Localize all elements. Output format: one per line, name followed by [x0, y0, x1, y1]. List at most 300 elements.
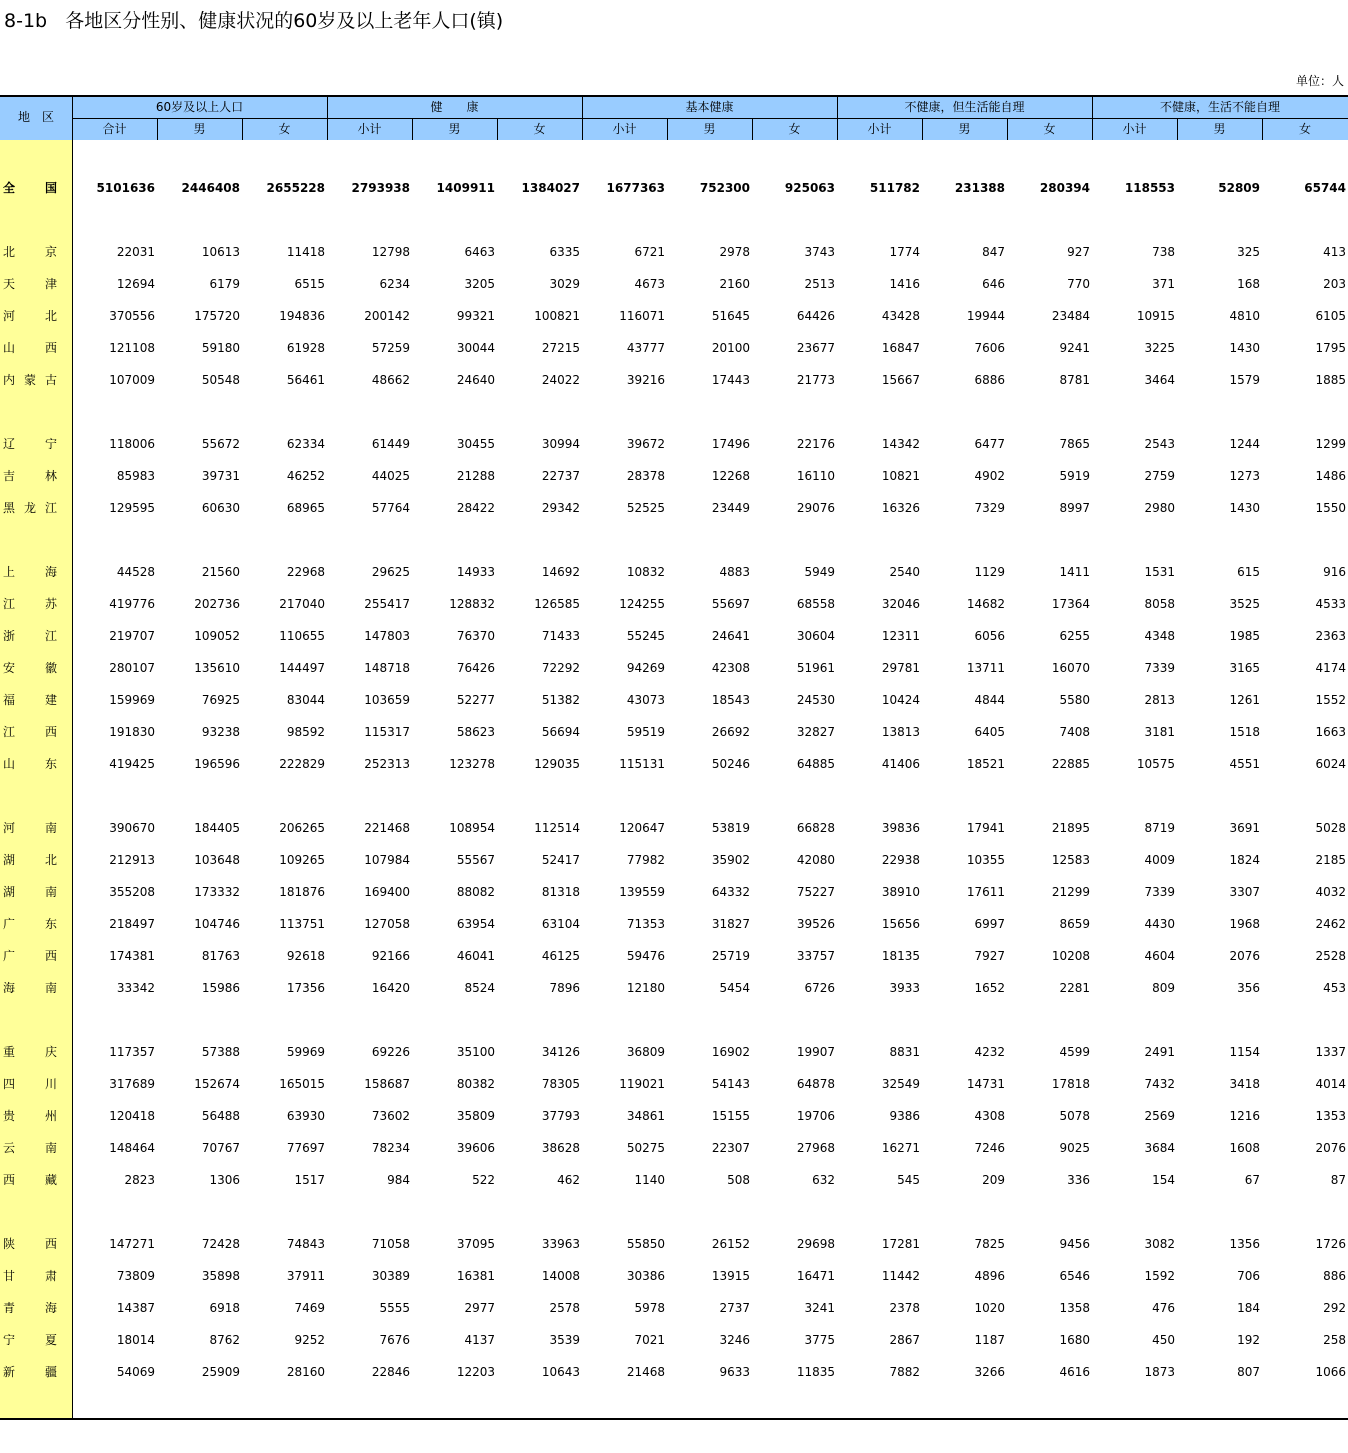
value-cell: 984 [387, 1173, 410, 1187]
value-cell: 706 [1237, 1269, 1260, 1283]
value-cell: 35902 [711, 853, 750, 867]
value-cell: 51961 [796, 661, 835, 675]
region-name: 全 国 [3, 181, 57, 195]
value-cell: 108954 [449, 821, 495, 835]
value-cell: 12694 [116, 277, 155, 291]
value-cell: 2543 [1144, 437, 1175, 451]
value-cell: 2281 [1059, 981, 1090, 995]
value-cell: 29625 [371, 565, 410, 579]
sub-divider [667, 119, 668, 140]
value-cell: 6024 [1315, 757, 1346, 771]
value-cell: 51645 [711, 309, 750, 323]
value-cell: 1020 [974, 1301, 1005, 1315]
value-cell: 50246 [711, 757, 750, 771]
region-name: 广 东 [3, 917, 57, 931]
value-cell: 6997 [974, 917, 1005, 931]
value-cell: 2980 [1144, 501, 1175, 515]
value-cell: 222829 [279, 757, 325, 771]
sub-header: 男 [193, 122, 206, 136]
table-row [0, 1138, 1348, 1158]
value-cell: 1677363 [606, 181, 665, 195]
value-cell: 33757 [796, 949, 835, 963]
value-cell: 19706 [796, 1109, 835, 1123]
sub-divider [242, 119, 243, 140]
value-cell: 292 [1323, 1301, 1346, 1315]
value-cell: 181876 [279, 885, 325, 899]
value-cell: 64878 [796, 1077, 835, 1091]
value-cell: 66828 [796, 821, 835, 835]
table-row [0, 434, 1348, 454]
value-cell: 70767 [201, 1141, 240, 1155]
value-cell: 2823 [124, 1173, 155, 1187]
value-cell: 1985 [1229, 629, 1260, 643]
value-cell: 2578 [549, 1301, 580, 1315]
value-cell: 37911 [286, 1269, 325, 1283]
value-cell: 18014 [116, 1333, 155, 1347]
region-name: 河 北 [3, 309, 57, 323]
value-cell: 2867 [889, 1333, 920, 1347]
value-cell: 2977 [464, 1301, 495, 1315]
region-name: 西 藏 [3, 1173, 57, 1187]
value-cell: 6105 [1315, 309, 1346, 323]
value-cell: 55567 [456, 853, 495, 867]
value-cell: 17364 [1051, 597, 1090, 611]
value-cell: 15667 [881, 373, 920, 387]
value-cell: 4032 [1315, 885, 1346, 899]
value-cell: 56461 [286, 373, 325, 387]
region-name: 安 徽 [3, 661, 57, 675]
table-row [0, 562, 1348, 582]
value-cell: 16847 [881, 341, 920, 355]
value-cell: 1261 [1229, 693, 1260, 707]
value-cell: 2540 [889, 565, 920, 579]
region-name: 云 南 [3, 1141, 57, 1155]
value-cell: 63104 [541, 917, 580, 931]
value-cell: 6255 [1059, 629, 1090, 643]
value-cell: 1579 [1229, 373, 1260, 387]
value-cell: 3684 [1144, 1141, 1175, 1155]
value-cell: 453 [1323, 981, 1346, 995]
unit-label: 单位：人 [1295, 74, 1344, 88]
region-name: 上 海 [3, 565, 57, 579]
value-cell: 113751 [279, 917, 325, 931]
table-header [0, 95, 1348, 140]
value-cell: 30604 [796, 629, 835, 643]
value-cell: 1486 [1315, 469, 1346, 483]
value-cell: 24530 [796, 693, 835, 707]
value-cell: 118553 [1124, 181, 1175, 195]
region-name: 江 西 [3, 725, 57, 739]
value-cell: 545 [897, 1173, 920, 1187]
value-cell: 2185 [1315, 853, 1346, 867]
value-cell: 52809 [1218, 181, 1260, 195]
value-cell: 218497 [109, 917, 155, 931]
value-cell: 2793938 [351, 181, 410, 195]
value-cell: 32046 [881, 597, 920, 611]
region-name: 黑 龙 江 [3, 501, 57, 515]
sub-header: 男 [448, 122, 461, 136]
value-cell: 56488 [201, 1109, 240, 1123]
value-cell: 7882 [889, 1365, 920, 1379]
value-cell: 280107 [109, 661, 155, 675]
value-cell: 148464 [109, 1141, 155, 1155]
value-cell: 62334 [286, 437, 325, 451]
value-cell: 1353 [1315, 1109, 1346, 1123]
sub-header: 男 [703, 122, 716, 136]
value-cell: 68558 [796, 597, 835, 611]
value-cell: 4551 [1229, 757, 1260, 771]
table-row [0, 722, 1348, 742]
value-cell: 1066 [1315, 1365, 1346, 1379]
value-cell: 73602 [371, 1109, 410, 1123]
group-header: 60岁及以上人口 [155, 100, 244, 114]
value-cell: 632 [812, 1173, 835, 1187]
value-cell: 9386 [889, 1109, 920, 1123]
value-cell: 12203 [456, 1365, 495, 1379]
value-cell: 28422 [456, 501, 495, 515]
value-cell: 16471 [796, 1269, 835, 1283]
value-cell: 34861 [626, 1109, 665, 1123]
value-cell: 46252 [286, 469, 325, 483]
value-cell: 25909 [201, 1365, 240, 1379]
value-cell: 61928 [286, 341, 325, 355]
value-cell: 1411 [1059, 565, 1090, 579]
group-header: 健 康 [430, 100, 479, 114]
value-cell: 3933 [889, 981, 920, 995]
value-cell: 75227 [796, 885, 835, 899]
value-cell: 21468 [626, 1365, 665, 1379]
value-cell: 30994 [541, 437, 580, 451]
value-cell: 7408 [1059, 725, 1090, 739]
value-cell: 371 [1152, 277, 1175, 291]
value-cell: 154 [1152, 1173, 1175, 1187]
value-cell: 476 [1152, 1301, 1175, 1315]
value-cell: 87 [1330, 1173, 1346, 1187]
value-cell: 19944 [966, 309, 1005, 323]
value-cell: 147803 [364, 629, 410, 643]
value-cell: 104746 [194, 917, 240, 931]
value-cell: 92166 [371, 949, 410, 963]
region-name: 新 疆 [3, 1365, 57, 1379]
value-cell: 107984 [364, 853, 410, 867]
value-cell: 52417 [541, 853, 580, 867]
value-cell: 4348 [1144, 629, 1175, 643]
sub-divider [1007, 119, 1008, 140]
value-cell: 6546 [1059, 1269, 1090, 1283]
value-cell: 4604 [1144, 949, 1175, 963]
value-cell: 202736 [194, 597, 240, 611]
value-cell: 29781 [881, 661, 920, 675]
value-cell: 522 [472, 1173, 495, 1187]
value-cell: 4014 [1315, 1077, 1346, 1091]
value-cell: 63930 [286, 1109, 325, 1123]
value-cell: 43428 [881, 309, 920, 323]
value-cell: 22031 [116, 245, 155, 259]
value-cell: 17496 [711, 437, 750, 451]
value-cell: 209 [982, 1173, 1005, 1187]
value-cell: 1216 [1229, 1109, 1260, 1123]
page-title: 8-1b 各地区分性别、健康状况的60岁及以上老年人口(镇) [4, 10, 504, 32]
value-cell: 14008 [541, 1269, 580, 1283]
value-cell: 9252 [294, 1333, 325, 1347]
value-cell: 14731 [966, 1077, 1005, 1091]
value-cell: 17443 [711, 373, 750, 387]
value-cell: 646 [982, 277, 1005, 291]
value-cell: 5580 [1059, 693, 1090, 707]
value-cell: 9633 [719, 1365, 750, 1379]
value-cell: 33342 [116, 981, 155, 995]
value-cell: 13711 [966, 661, 1005, 675]
table-row [0, 690, 1348, 710]
value-cell: 26152 [711, 1237, 750, 1251]
value-cell: 52525 [626, 501, 665, 515]
value-cell: 55672 [201, 437, 240, 451]
value-cell: 221468 [364, 821, 410, 835]
value-cell: 1608 [1229, 1141, 1260, 1155]
value-cell: 1552 [1315, 693, 1346, 707]
region-column-background [0, 140, 72, 1419]
value-cell: 32549 [881, 1077, 920, 1091]
value-cell: 85983 [116, 469, 155, 483]
sub-header: 小计 [1122, 122, 1147, 136]
value-cell: 69226 [371, 1045, 410, 1059]
value-cell: 11418 [286, 245, 325, 259]
value-cell: 13915 [711, 1269, 750, 1283]
value-cell: 44528 [116, 565, 155, 579]
region-name: 河 南 [3, 821, 57, 835]
value-cell: 3266 [974, 1365, 1005, 1379]
region-name: 吉 林 [3, 469, 57, 483]
table-row [0, 818, 1348, 838]
value-cell: 88082 [456, 885, 495, 899]
table-row [0, 1266, 1348, 1286]
value-cell: 1726 [1315, 1237, 1346, 1251]
value-cell: 28378 [626, 469, 665, 483]
value-cell: 15656 [881, 917, 920, 931]
value-cell: 1517 [294, 1173, 325, 1187]
value-cell: 17281 [881, 1237, 920, 1251]
value-cell: 255417 [364, 597, 410, 611]
region-name: 海 南 [3, 981, 57, 995]
value-cell: 123278 [449, 757, 495, 771]
table-row [0, 370, 1348, 390]
value-cell: 3181 [1144, 725, 1175, 739]
value-cell: 2160 [719, 277, 750, 291]
value-cell: 76925 [201, 693, 240, 707]
value-cell: 7927 [974, 949, 1005, 963]
value-cell: 12798 [371, 245, 410, 259]
value-cell: 64426 [796, 309, 835, 323]
value-cell: 7246 [974, 1141, 1005, 1155]
value-cell: 738 [1152, 245, 1175, 259]
value-cell: 10424 [881, 693, 920, 707]
value-cell: 3205 [464, 277, 495, 291]
value-cell: 8997 [1059, 501, 1090, 515]
value-cell: 4232 [974, 1045, 1005, 1059]
value-cell: 20100 [711, 341, 750, 355]
value-cell: 13813 [881, 725, 920, 739]
region-name: 宁 夏 [3, 1333, 57, 1347]
value-cell: 25719 [711, 949, 750, 963]
value-cell: 1129 [974, 565, 1005, 579]
region-name: 辽 宁 [3, 437, 57, 451]
value-cell: 129595 [109, 501, 155, 515]
value-cell: 120418 [109, 1109, 155, 1123]
value-cell: 212913 [109, 853, 155, 867]
value-cell: 115131 [619, 757, 665, 771]
value-cell: 14342 [881, 437, 920, 451]
sub-divider [412, 119, 413, 140]
value-cell: 71353 [626, 917, 665, 931]
value-cell: 7339 [1144, 661, 1175, 675]
value-cell: 325 [1237, 245, 1260, 259]
value-cell: 121108 [109, 341, 155, 355]
value-cell: 1358 [1059, 1301, 1090, 1315]
value-cell: 16381 [456, 1269, 495, 1283]
value-cell: 56694 [541, 725, 580, 739]
value-cell: 54143 [711, 1077, 750, 1091]
value-cell: 280394 [1039, 181, 1090, 195]
group-header: 不健康，生活不能自理 [1159, 100, 1280, 114]
value-cell: 92618 [286, 949, 325, 963]
value-cell: 15986 [201, 981, 240, 995]
value-cell: 30389 [371, 1269, 410, 1283]
value-cell: 1663 [1315, 725, 1346, 739]
region-name: 陕 西 [3, 1237, 57, 1251]
region-name: 山 西 [3, 341, 57, 355]
value-cell: 7606 [974, 341, 1005, 355]
value-cell: 22846 [371, 1365, 410, 1379]
table-row-national [0, 178, 1348, 198]
value-cell: 5101636 [96, 181, 155, 195]
sub-header: 小计 [357, 122, 382, 136]
value-cell: 2378 [889, 1301, 920, 1315]
value-cell: 35809 [456, 1109, 495, 1123]
sub-divider [1177, 119, 1178, 140]
value-cell: 1652 [974, 981, 1005, 995]
value-cell: 54069 [116, 1365, 155, 1379]
value-cell: 63954 [456, 917, 495, 931]
value-cell: 30455 [456, 437, 495, 451]
value-cell: 71433 [541, 629, 580, 643]
table-row [0, 1074, 1348, 1094]
value-cell: 12311 [881, 629, 920, 643]
value-cell: 59476 [626, 949, 665, 963]
value-cell: 48662 [371, 373, 410, 387]
value-cell: 356 [1237, 981, 1260, 995]
value-cell: 64885 [796, 757, 835, 771]
value-cell: 39672 [626, 437, 665, 451]
table-row [0, 850, 1348, 870]
value-cell: 59519 [626, 725, 665, 739]
value-cell: 59969 [286, 1045, 325, 1059]
value-cell: 53819 [711, 821, 750, 835]
table-row [0, 1106, 1348, 1126]
value-cell: 23677 [796, 341, 835, 355]
value-cell: 12583 [1051, 853, 1090, 867]
table-row [0, 626, 1348, 646]
value-cell: 52277 [456, 693, 495, 707]
value-cell: 4137 [464, 1333, 495, 1347]
value-cell: 17611 [966, 885, 1005, 899]
value-cell: 807 [1237, 1365, 1260, 1379]
value-cell: 3743 [804, 245, 835, 259]
sub-divider [497, 119, 498, 140]
value-cell: 39606 [456, 1141, 495, 1155]
value-cell: 231388 [954, 181, 1005, 195]
value-cell: 39731 [201, 469, 240, 483]
value-cell: 8762 [209, 1333, 240, 1347]
value-cell: 390670 [109, 821, 155, 835]
value-cell: 4533 [1315, 597, 1346, 611]
value-cell: 50275 [626, 1141, 665, 1155]
table-row [0, 882, 1348, 902]
value-cell: 7896 [549, 981, 580, 995]
value-cell: 68965 [286, 501, 325, 515]
value-cell: 1187 [974, 1333, 1005, 1347]
value-cell: 34126 [541, 1045, 580, 1059]
region-name: 重 庆 [3, 1045, 57, 1059]
table-row [0, 1170, 1348, 1190]
value-cell: 6918 [209, 1301, 240, 1315]
value-cell: 7825 [974, 1237, 1005, 1251]
value-cell: 5919 [1059, 469, 1090, 483]
value-cell: 12268 [711, 469, 750, 483]
value-cell: 508 [727, 1173, 750, 1187]
value-cell: 2737 [719, 1301, 750, 1315]
value-cell: 2513 [804, 277, 835, 291]
value-cell: 5978 [634, 1301, 665, 1315]
value-cell: 17818 [1051, 1077, 1090, 1091]
value-cell: 74843 [286, 1237, 325, 1251]
value-cell: 6515 [294, 277, 325, 291]
value-cell: 22968 [286, 565, 325, 579]
group-header: 不健康，但生活能自理 [904, 100, 1025, 114]
value-cell: 55697 [711, 597, 750, 611]
value-cell: 8058 [1144, 597, 1175, 611]
region-name: 江 苏 [3, 597, 57, 611]
region-name: 贵 州 [3, 1109, 57, 1123]
value-cell: 2446408 [181, 181, 240, 195]
value-cell: 258 [1323, 1333, 1346, 1347]
table-row [0, 1234, 1348, 1254]
value-cell: 2491 [1144, 1045, 1175, 1059]
value-cell: 4883 [719, 565, 750, 579]
value-cell: 3241 [804, 1301, 835, 1315]
region-name: 湖 南 [3, 885, 57, 899]
value-cell: 93238 [201, 725, 240, 739]
value-cell: 1430 [1229, 341, 1260, 355]
value-cell: 317689 [109, 1077, 155, 1091]
value-cell: 59180 [201, 341, 240, 355]
value-cell: 148718 [364, 661, 410, 675]
sub-header: 女 [1043, 122, 1056, 136]
value-cell: 55850 [626, 1237, 665, 1251]
value-cell: 3525 [1229, 597, 1260, 611]
value-cell: 203 [1323, 277, 1346, 291]
value-cell: 27215 [541, 341, 580, 355]
region-name: 甘 肃 [3, 1269, 57, 1283]
value-cell: 135610 [194, 661, 240, 675]
value-cell: 22307 [711, 1141, 750, 1155]
value-cell: 10821 [881, 469, 920, 483]
value-cell: 7469 [294, 1301, 325, 1315]
value-cell: 16110 [796, 469, 835, 483]
value-cell: 18543 [711, 693, 750, 707]
value-cell: 24640 [456, 373, 495, 387]
value-cell: 72428 [201, 1237, 240, 1251]
value-cell: 81763 [201, 949, 240, 963]
